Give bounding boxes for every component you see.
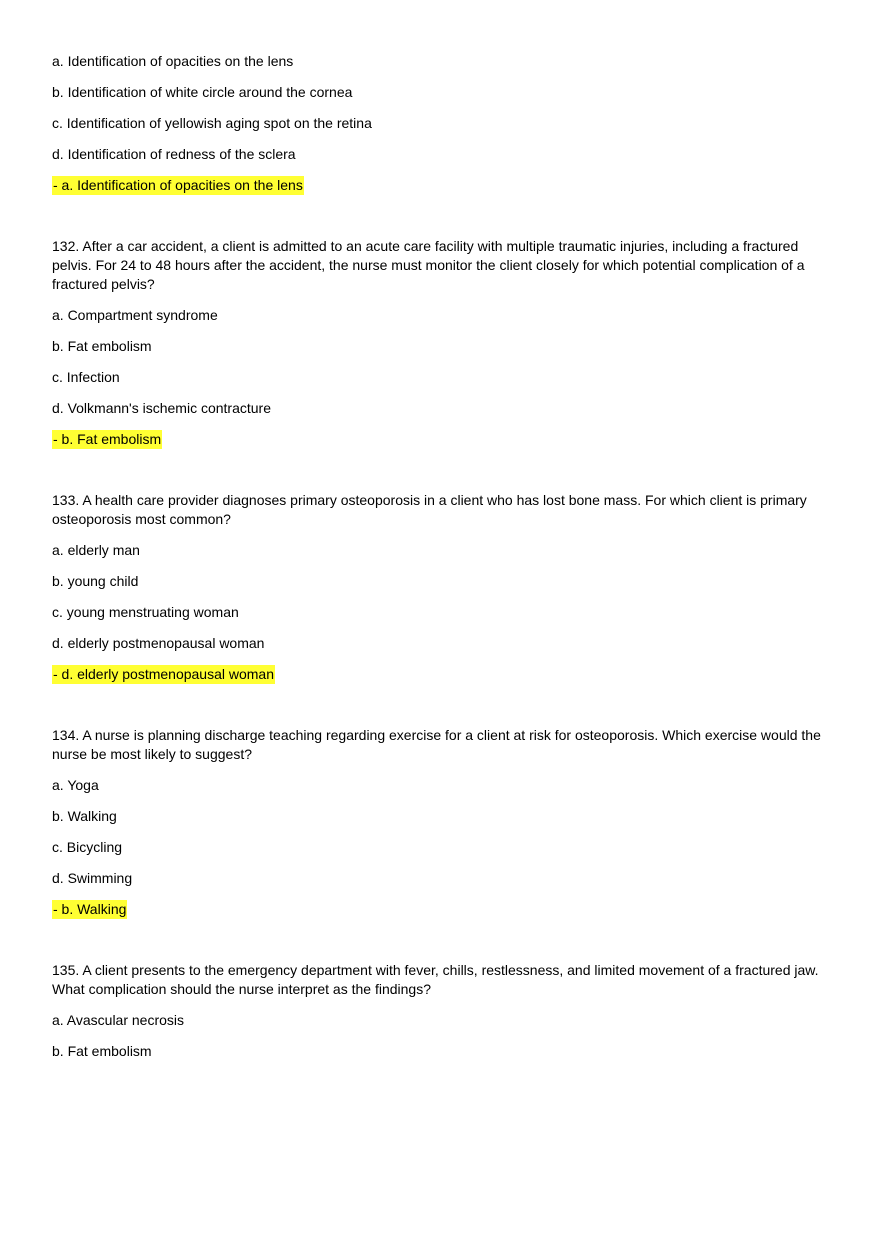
option-134-c: c. Bicycling	[52, 839, 123, 855]
option-132-b: b. Fat embolism	[52, 338, 152, 354]
option-134-d: d. Swimming	[52, 870, 133, 886]
answer-line-134	[52, 900, 832, 919]
option-133-d: d. elderly postmenopausal woman	[52, 635, 265, 651]
option-132-a: a. Compartment syndrome	[52, 307, 218, 323]
question-block-132	[52, 237, 832, 449]
option-135-a: a. Avascular necrosis	[52, 1012, 185, 1028]
question-text-132: 132. After a car accident, a client is admitted to an acute care facility with multiple traumatic injuries, including a fractured pelvis. For 24 to 48 hours after the accident, the nurse must monitor the client closely for which potential complication of a fractured pelvis?	[52, 238, 805, 292]
option-131-b: b. Identification of white circle around the cornea	[52, 84, 353, 100]
answer-highlight-134: - b. Walking	[53, 901, 127, 917]
option-132-c: c. Infection	[52, 369, 120, 385]
document-page	[52, 52, 832, 1073]
question-text-133: 133. A health care provider diagnoses primary osteoporosis in a client who has lost bone mass. For which client is primary osteoporosis most common?	[52, 492, 807, 527]
question-block-135	[52, 961, 832, 1061]
option-133-c: c. young menstruating woman	[52, 604, 239, 620]
answer-line-132	[52, 430, 832, 449]
question-block-131	[52, 52, 832, 195]
answer-line-131	[52, 176, 832, 195]
option-131-a: a. Identification of opacities on the lens	[52, 53, 294, 69]
answer-highlight-133: - d. elderly postmenopausal woman	[53, 666, 275, 682]
answer-highlight-132: - b. Fat embolism	[53, 431, 162, 447]
option-132-d: d. Volkmann's ischemic contracture	[52, 400, 271, 416]
option-134-a: a. Yoga	[52, 777, 99, 793]
question-block-133	[52, 491, 832, 684]
option-133-a: a. elderly man	[52, 542, 140, 558]
option-131-c: c. Identification of yellowish aging spot on the retina	[52, 115, 372, 131]
option-135-b: b. Fat embolism	[52, 1043, 152, 1059]
answer-line-133	[52, 665, 832, 684]
question-block-134	[52, 726, 832, 919]
answer-highlight-131: - a. Identification of opacities on the lens	[53, 177, 303, 193]
option-131-d: d. Identification of redness of the sclera	[52, 146, 296, 162]
question-text-134: 134. A nurse is planning discharge teaching regarding exercise for a client at risk for osteoporosis. Which exercise would the nurse be most likely to suggest?	[52, 727, 821, 762]
question-text-135: 135. A client presents to the emergency department with fever, chills, restlessness, and limited movement of a fractured jaw. What complication should the nurse interpret as the findings?	[52, 962, 819, 997]
option-134-b: b. Walking	[52, 808, 117, 824]
option-133-b: b. young child	[52, 573, 139, 589]
